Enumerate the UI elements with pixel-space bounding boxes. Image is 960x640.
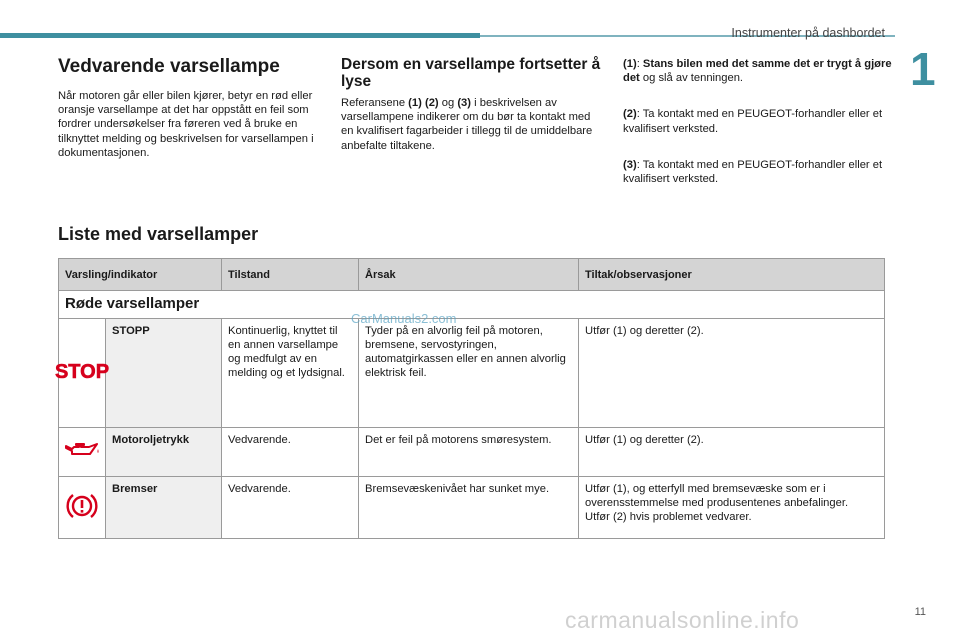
stop-icon-text: STOP	[54, 361, 110, 383]
heading-if-warning-stays-on: Dersom en varsellampe fortsetter å lyse	[341, 56, 601, 90]
oil-can-icon	[63, 440, 101, 460]
action-cell: Utfør (1) og deretter (2).	[579, 428, 885, 477]
ref-text: : Ta kontakt med en PEUGEOT-forhandler eller et kvalifisert verksted.	[623, 158, 883, 186]
brake-warning-icon	[65, 491, 99, 521]
cause-cell: Tyder på en alvorlig feil på motoren, bremsene, servostyringen, automatgirkassen eller en annen alvorlig elektrisk feil.	[359, 319, 579, 428]
column-header-cause: Årsak	[359, 259, 579, 291]
cause-cell: Det er feil på motorens smøresystem.	[359, 428, 579, 477]
heading-persistent-warning: Vedvarende varsellampe	[58, 56, 280, 77]
chapter-number: 1	[910, 43, 936, 95]
indicator-name: STOPP	[106, 319, 222, 428]
ref-2: (2)	[424, 97, 439, 109]
action-cell: Utfør (1), og etterfyll med bremsevæske som er i overensstemmelse med produsentenes anbefalinger. Utfør (2) hvis problemet vedvarer.	[579, 477, 885, 539]
reference-item-1: (1): Stans bilen med det samme det er trygt å gjøre det og slå av tenningen.	[623, 58, 892, 85]
text-fragment: og	[438, 97, 458, 109]
indicator-name: Motoroljetrykk	[106, 428, 222, 477]
ref-label: (1)	[623, 58, 637, 70]
reference-item-2	[623, 107, 893, 135]
ref-3: (3)	[457, 97, 472, 109]
page-number: 11	[914, 606, 926, 618]
stop-icon	[54, 360, 110, 383]
section-title: Instrumenter på dashbordet	[731, 26, 885, 40]
icon-cell	[59, 428, 106, 477]
warning-lights-table	[54, 258, 885, 539]
ref-text: : Ta kontakt med en PEUGEOT-forhandler eller et kvalifisert verksted.	[623, 108, 883, 135]
reference-list	[623, 57, 893, 208]
ref-bold-text: Stans bilen med det samme det er trygt å gjøre det	[623, 58, 892, 85]
group-title-red: Røde varsellamper	[59, 291, 885, 319]
table-row	[59, 319, 885, 428]
action-cell: Utfør (1) og deretter (2).	[579, 319, 885, 428]
state-cell: Vedvarende.	[222, 477, 359, 539]
column-header-indicator: Varsling/indikator	[59, 259, 222, 291]
watermark-inline: CarManuals2.com	[351, 311, 457, 326]
state-cell: Kontinuerlig, knyttet til en annen varsellampe og medfulgt av en melding og et lydsignal.	[222, 319, 359, 428]
reference-item-3	[623, 158, 893, 186]
paragraph-references	[341, 96, 601, 153]
state-cell: Vedvarende.	[222, 428, 359, 477]
icon-cell	[54, 319, 110, 428]
group-row-red	[59, 291, 885, 319]
ref-1: (1)	[408, 97, 422, 109]
ref-label: (3)	[623, 158, 637, 171]
ref-label: (2)	[623, 108, 637, 121]
table-row	[59, 428, 885, 477]
table-header-row	[59, 259, 885, 291]
column-header-state: Tilstand	[222, 259, 359, 291]
text-fragment: i beskrivelsen av varsellampene indikerer om du bør ta kontakt med en kvalifisert fagarbeider i tillegg til de umiddelbare anbefalte tiltakene.	[341, 97, 593, 152]
heading-warning-list: Liste med varsellamper	[58, 224, 259, 244]
watermark-footer: carmanualsonline.info	[565, 607, 800, 633]
text-fragment: Referansene	[341, 97, 409, 109]
column-header-action: Tiltak/observasjoner	[579, 259, 885, 291]
ref-text: og slå av tenningen.	[639, 72, 744, 85]
top-accent-bar	[0, 33, 480, 38]
cause-cell: Bremsevæskenivået har sunket mye.	[359, 477, 579, 539]
icon-cell	[59, 477, 106, 539]
indicator-name: Bremser	[106, 477, 222, 539]
table-row	[59, 477, 885, 539]
paragraph-persistent-warning: Når motoren går eller bilen kjører, betyr en rød eller oransje varsellampe at det har oppstått en feil som fordrer undersøkelser fra føreren ved å bruke en tilknyttet melding og beskrivelsen for varsellampen i dokumentasjonen.	[58, 90, 314, 159]
